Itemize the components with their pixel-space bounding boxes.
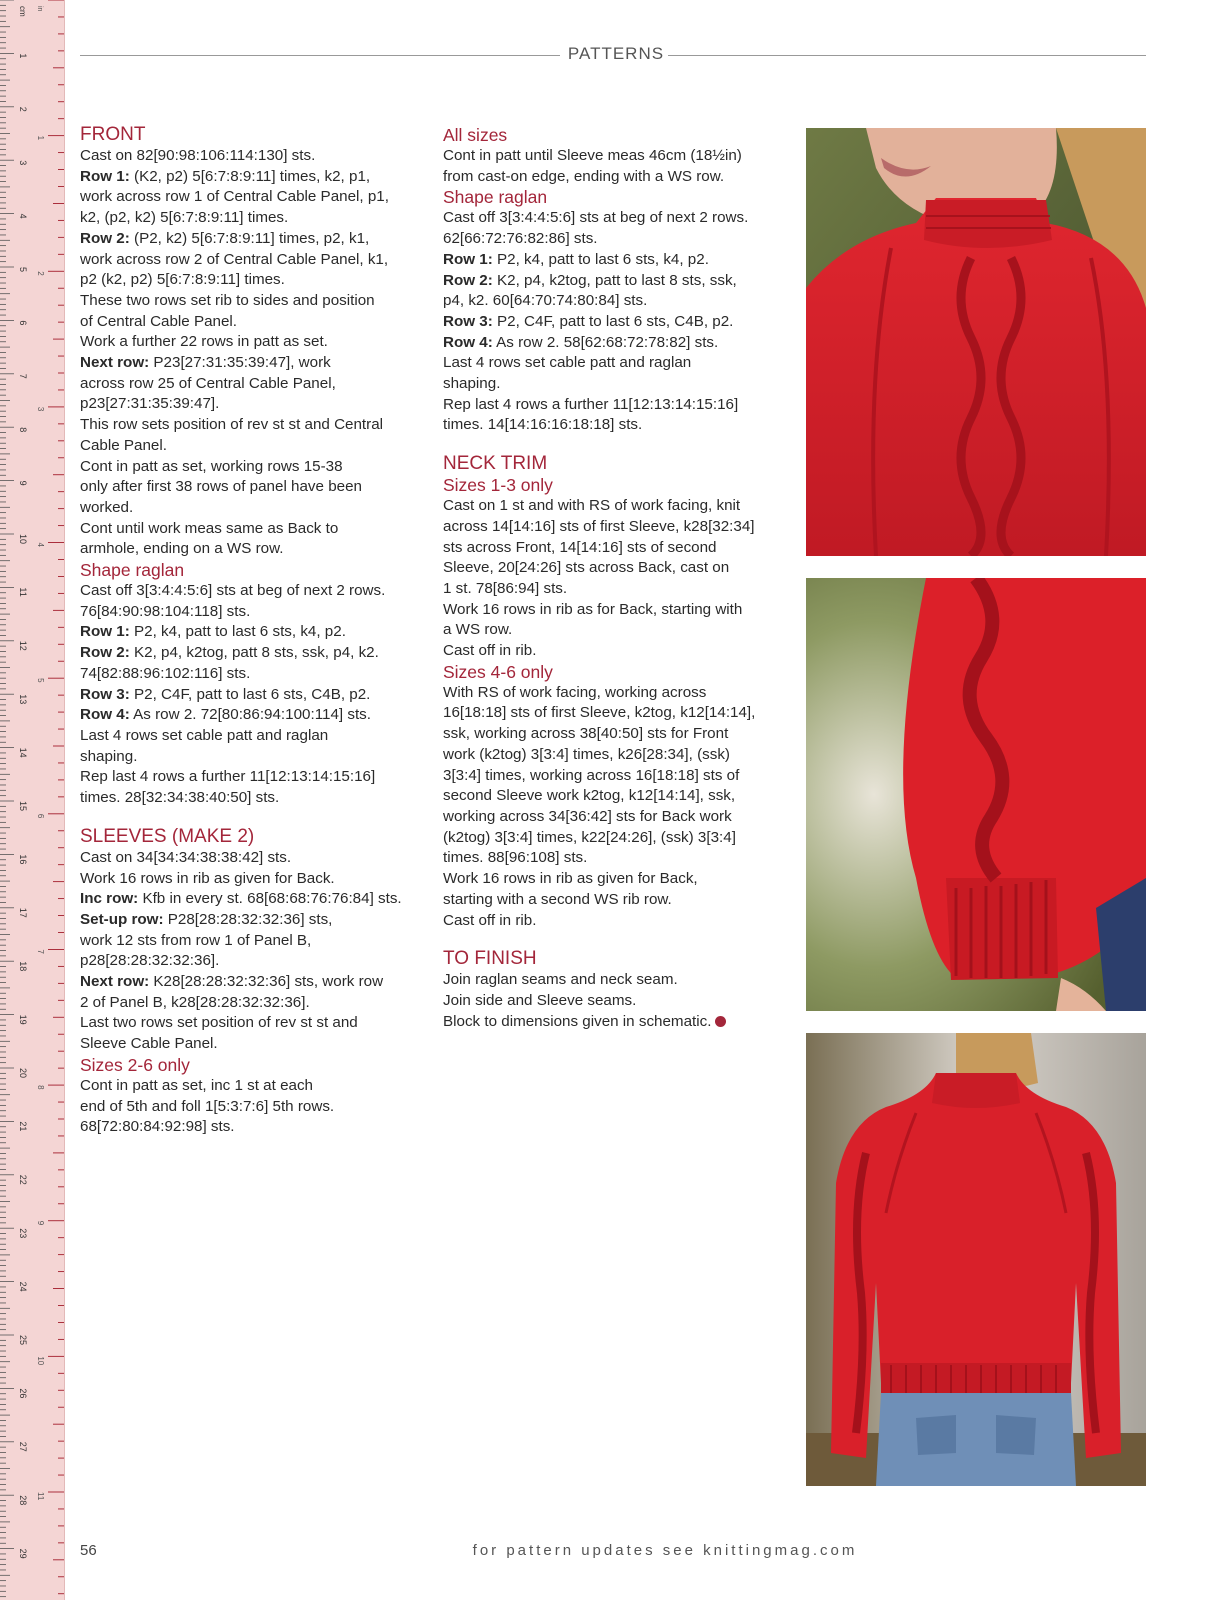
instruction-line xyxy=(80,747,424,768)
instruction-text: working across 34[36:42] sts for Back work xyxy=(443,807,732,825)
ruler-cm-number: 18 xyxy=(18,961,28,972)
ruler-cm-number: 12 xyxy=(18,640,28,651)
instruction-text: starting with a second WS rib row. xyxy=(443,890,672,908)
ruler-cm-number: 11 xyxy=(18,587,28,597)
ruler-cm-number: 19 xyxy=(18,1014,28,1025)
ruler-cm-label: cm xyxy=(18,6,27,17)
ruler-inch-number: 8 xyxy=(36,1085,45,1090)
instruction-text: Last 4 rows set cable patt and raglan xyxy=(443,354,692,372)
instruction-line xyxy=(80,270,424,291)
ruler-cm-number: 29 xyxy=(18,1548,28,1559)
instruction-text: work 12 sts from row 1 of Panel B, xyxy=(80,931,312,949)
instruction-text: p4, k2. 60[64:70:74:80:84] sts. xyxy=(443,292,648,310)
instruction-text: times. 14[14:16:16:18:18] sts. xyxy=(443,416,643,434)
instruction-line xyxy=(80,415,424,436)
row-label: Row 3: xyxy=(80,685,130,703)
instruction-line xyxy=(443,271,785,292)
ruler-inch-number: 6 xyxy=(36,813,45,819)
photo-sweater-back-view xyxy=(806,1033,1146,1486)
section-heading: NECK TRIM xyxy=(443,453,548,475)
instruction-line xyxy=(443,312,785,333)
instruction-text: work (k2tog) 3[3:4] times, k26[28:34], (ssk) xyxy=(443,745,730,763)
ruler-cm-number: 25 xyxy=(18,1335,28,1346)
ruler-cm-number: 9 xyxy=(18,480,28,486)
instruction-text: across 14[14:16] sts of first Sleeve, k28[32:34] xyxy=(443,517,755,535)
instruction-line xyxy=(80,767,424,788)
instruction-line xyxy=(80,931,424,952)
instruction-line xyxy=(80,889,424,910)
row-label: Set-up row: xyxy=(80,910,164,928)
instruction-text: armhole, ending on a WS row. xyxy=(80,540,284,558)
ruler-cm-number: 23 xyxy=(18,1228,28,1239)
row-label: Row 3: xyxy=(443,312,493,330)
ruler-cm-number: 4 xyxy=(18,213,28,219)
row-label: Row 2: xyxy=(80,644,130,662)
instruction-line xyxy=(80,250,424,271)
instruction-line xyxy=(80,664,424,685)
instruction-line xyxy=(80,374,424,395)
instruction-line xyxy=(80,951,424,972)
ruler-cm-number: 6 xyxy=(18,320,28,326)
instruction-line xyxy=(443,517,785,538)
instruction-text: Cast off in rib. xyxy=(443,911,537,929)
ruler-cm-number: 22 xyxy=(18,1174,28,1185)
instruction-line xyxy=(80,1076,424,1097)
subsection-heading: Sizes 2-6 only xyxy=(80,1054,190,1075)
instruction-line xyxy=(443,991,785,1012)
instruction-line xyxy=(443,353,785,374)
instruction-text: Last 4 rows set cable patt and raglan xyxy=(80,726,329,744)
instruction-line xyxy=(80,229,424,250)
instruction-text: only after first 38 rows of panel have been xyxy=(80,478,362,496)
instruction-text: ssk, working across 38[40:50] sts for Front xyxy=(443,725,729,743)
instruction-line xyxy=(80,519,424,540)
instruction-text: P23[27:31:35:39:47], work xyxy=(149,354,331,372)
instruction-text: Cast off in rib. xyxy=(443,642,537,660)
instruction-text: Work 16 rows in rib as given for Back, xyxy=(443,870,698,888)
instruction-text: second Sleeve work k2tog, k12[14:14], ssk, xyxy=(443,787,736,805)
instruction-line xyxy=(80,1117,424,1138)
instruction-text: P2, C4F, patt to last 6 sts, C4B, p2. xyxy=(492,312,734,330)
section-header: PATTERNS xyxy=(567,44,665,63)
instruction-line xyxy=(443,683,785,704)
instruction-line xyxy=(443,146,785,167)
instruction-text: P2, k4, patt to last 6 sts, k4, p2. xyxy=(129,623,346,641)
page-number: 56 xyxy=(80,1542,97,1559)
instruction-line xyxy=(80,910,424,931)
row-label: Row 2: xyxy=(443,271,493,289)
instruction-text: P2, k4, patt to last 6 sts, k4, p2. xyxy=(492,250,709,268)
ruler-inch-number: 5 xyxy=(36,678,45,683)
instruction-line xyxy=(443,496,785,517)
instruction-text: Join raglan seams and neck seam. xyxy=(443,971,678,989)
instruction-text: Sleeve Cable Panel. xyxy=(80,1035,218,1053)
instruction-line xyxy=(443,807,785,828)
instruction-line xyxy=(443,208,785,229)
instruction-line xyxy=(443,538,785,559)
ruler-cm-number: 28 xyxy=(18,1495,28,1506)
section-heading: All sizes xyxy=(443,125,508,145)
ruler-cm-number: 13 xyxy=(18,694,28,705)
row-label: Next row: xyxy=(80,973,150,991)
instruction-text: Join side and Sleeve seams. xyxy=(443,991,637,1009)
instruction-text: work across row 1 of Central Cable Panel, p1, xyxy=(80,188,389,206)
instruction-text: Cast off 3[3:4:4:5:6] sts at beg of next 2 rows. xyxy=(80,582,386,600)
instruction-text: k2, (p2, k2) 5[6:7:8:9:11] times. xyxy=(80,209,289,227)
header-rule-left xyxy=(80,55,560,56)
instruction-line xyxy=(443,890,785,911)
ruler-cm-number: 1 xyxy=(18,53,28,59)
instruction-line xyxy=(80,291,424,312)
instruction-line xyxy=(80,167,424,188)
subsection-heading: Shape raglan xyxy=(443,187,548,208)
instruction-text: These two rows set rib to sides and position xyxy=(80,291,375,309)
instruction-text: P28[28:28:32:32:36] sts, xyxy=(163,910,333,928)
section-heading: FRONT xyxy=(80,124,146,145)
instruction-line xyxy=(80,685,424,706)
instruction-line xyxy=(80,848,424,869)
instruction-line xyxy=(80,1097,424,1118)
instruction-text: work across row 2 of Central Cable Panel, k1, xyxy=(80,250,389,268)
instruction-text: 76[84:90:98:104:118] sts. xyxy=(80,602,251,620)
instruction-text: p28[28:28:32:32:36]. xyxy=(80,952,220,970)
instruction-line xyxy=(443,291,785,312)
ruler-cm-number: 20 xyxy=(18,1068,28,1079)
photo-sweater-front-closeup xyxy=(806,128,1146,556)
instruction-line xyxy=(80,539,424,560)
ruler-cm-number: 16 xyxy=(18,854,28,865)
row-label: Inc row: xyxy=(80,890,139,908)
instruction-text: Cable Panel. xyxy=(80,436,167,454)
instruction-line xyxy=(80,726,424,747)
instruction-text: Sleeve, 20[24:26] sts across Back, cast on xyxy=(443,559,730,577)
instruction-text: K2, p4, k2tog, patt 8 sts, ssk, p4, k2. xyxy=(129,644,379,662)
instruction-line xyxy=(443,229,785,250)
instruction-text: Rep last 4 rows a further 11[12:13:14:15:16] xyxy=(443,395,739,413)
instruction-line xyxy=(443,333,785,354)
photo-sleeve-cable-detail xyxy=(806,578,1146,1011)
instruction-text: Cast on 82[90:98:106:114:130] sts. xyxy=(80,147,316,164)
instruction-text: of Central Cable Panel. xyxy=(80,312,238,330)
instruction-line xyxy=(80,705,424,726)
instruction-text: a WS row. xyxy=(443,621,513,639)
instruction-text: 2 of Panel B, k28[28:28:32:32:36]. xyxy=(80,993,310,1011)
instruction-text: Rep last 4 rows a further 11[12:13:14:15:16] xyxy=(80,768,376,786)
ruler-cm-number: 10 xyxy=(18,534,28,545)
instruction-text: times. 88[96:108] sts. xyxy=(443,849,588,867)
instruction-line xyxy=(443,911,785,932)
row-label: Row 1: xyxy=(443,250,493,268)
instruction-text: from cast-on edge, ending with a WS row. xyxy=(443,167,725,185)
instruction-text: 3[3:4] times, working across 16[18:18] sts of xyxy=(443,766,740,784)
instruction-text: P2, C4F, patt to last 6 sts, C4B, p2. xyxy=(129,685,371,703)
instruction-line xyxy=(80,993,424,1014)
instruction-line xyxy=(443,869,785,890)
instruction-line xyxy=(80,1013,424,1034)
pattern-column-right xyxy=(443,124,785,1032)
ruler-cm-number: 17 xyxy=(18,907,28,918)
instruction-text: K2, p4, k2tog, patt to last 8 sts, ssk, xyxy=(492,271,737,289)
instruction-line xyxy=(80,477,424,498)
instruction-line xyxy=(443,250,785,271)
instruction-text: 16[18:18] sts of first Sleeve, k2tog, k12[14:14], xyxy=(443,704,756,722)
measuring-ruler xyxy=(0,0,65,1600)
ruler-inch-number: 1 xyxy=(36,135,45,141)
instruction-text: With RS of work facing, working across xyxy=(443,683,707,701)
instruction-text: worked. xyxy=(80,498,134,516)
instruction-text: p23[27:31:35:39:47]. xyxy=(80,395,220,413)
row-label: Row 1: xyxy=(80,623,130,641)
instruction-line xyxy=(443,579,785,600)
instruction-text: Cont in patt until Sleeve meas 46cm (18½in) xyxy=(443,147,742,164)
ruler-cm-number: 2 xyxy=(18,106,28,112)
instruction-text: K28[28:28:32:32:36] sts, work row xyxy=(149,973,384,991)
ruler-inch-number: 3 xyxy=(36,406,45,412)
ruler-cm-number: 3 xyxy=(18,160,28,166)
instruction-line xyxy=(80,622,424,643)
ruler-in-label: in xyxy=(36,6,43,12)
instruction-text: 74[82:88:96:102:116] sts. xyxy=(80,664,251,682)
instruction-line xyxy=(80,353,424,374)
instruction-line xyxy=(80,436,424,457)
instruction-text: Cast off 3[3:4:4:5:6] sts at beg of next 2 rows. xyxy=(443,209,749,227)
instruction-text: Last two rows set position of rev st st and xyxy=(80,1014,358,1032)
ruler-inch-number: 7 xyxy=(36,949,45,954)
instruction-line xyxy=(80,602,424,623)
instruction-line xyxy=(443,970,785,991)
subsection-heading: Shape raglan xyxy=(80,560,185,581)
instruction-line xyxy=(443,745,785,766)
instruction-text: times. 28[32:34:38:40:50] sts. xyxy=(80,789,280,807)
instruction-text: Block to dimensions given in schematic. xyxy=(443,1012,712,1030)
subsection-heading: Sizes 4-6 only xyxy=(443,661,553,682)
ruler-cm-number: 24 xyxy=(18,1281,28,1292)
instruction-text: Cont in patt as set, inc 1 st at each xyxy=(80,1076,314,1094)
instruction-line xyxy=(80,643,424,664)
header-rule-right xyxy=(668,55,1146,56)
ruler-ticks xyxy=(0,0,64,1600)
ruler-inch-number: 11 xyxy=(36,1491,45,1501)
instruction-line xyxy=(443,395,785,416)
instruction-text: 62[66:72:76:82:86] sts. xyxy=(443,230,598,248)
instruction-line xyxy=(80,788,424,809)
ruler-cm-number: 21 xyxy=(18,1121,28,1132)
instruction-text: Cont in patt as set, working rows 15-38 xyxy=(80,457,343,475)
ruler-inch-number: 4 xyxy=(36,542,45,547)
ruler-inch-number: 2 xyxy=(36,271,45,276)
ruler-cm-number: 8 xyxy=(18,427,28,433)
instruction-text: Work 16 rows in rib as for Back, starting with xyxy=(443,600,743,618)
instruction-line xyxy=(443,415,785,436)
end-marker-dot xyxy=(715,1016,726,1027)
instruction-line xyxy=(80,208,424,229)
instruction-line xyxy=(443,786,785,807)
instruction-text: 1 st. 78[86:94] sts. xyxy=(443,579,568,597)
instruction-line xyxy=(80,498,424,519)
instruction-line xyxy=(443,828,785,849)
row-label: Row 2: xyxy=(80,229,130,247)
row-label: Row 4: xyxy=(80,706,130,724)
instruction-text: Work 16 rows in rib as given for Back. xyxy=(80,869,335,887)
instruction-line xyxy=(443,1012,785,1033)
row-label: Next row: xyxy=(80,354,150,372)
instruction-text: p2 (k2, p2) 5[6:7:8:9:11] times. xyxy=(80,271,285,289)
instruction-line xyxy=(80,187,424,208)
ruler-cm-number: 5 xyxy=(18,267,28,273)
section-heading: TO FINISH xyxy=(443,948,537,970)
instruction-line xyxy=(443,766,785,787)
instruction-text: 68[72:80:84:92:98] sts. xyxy=(80,1118,235,1136)
instruction-line xyxy=(443,374,785,395)
instruction-line xyxy=(443,558,785,579)
instruction-text: As row 2. 58[62:68:72:78:82] sts. xyxy=(492,333,719,351)
instruction-line xyxy=(443,620,785,641)
instruction-text: shaping. xyxy=(443,375,501,393)
instruction-line xyxy=(443,724,785,745)
ruler-inch-number: 9 xyxy=(36,1220,45,1226)
instruction-line xyxy=(80,1034,424,1055)
ruler-cm-number: 27 xyxy=(18,1441,28,1452)
instruction-line xyxy=(80,972,424,993)
instruction-text: end of 5th and foll 1[5:3:7:6] 5th rows. xyxy=(80,1097,335,1115)
instruction-line xyxy=(80,394,424,415)
section-heading: SLEEVES (MAKE 2) xyxy=(80,825,255,847)
instruction-line xyxy=(443,641,785,662)
instruction-line xyxy=(80,869,424,890)
instruction-text: Cast on 1 st and with RS of work facing, knit xyxy=(443,497,741,515)
instruction-line xyxy=(443,703,785,724)
pattern-column-left xyxy=(80,124,424,1138)
instruction-line xyxy=(80,332,424,353)
instruction-text: Cast on 34[34:34:38:38:42] sts. xyxy=(80,848,292,866)
instruction-text: (K2, p2) 5[6:7:8:9:11] times, k2, p1, xyxy=(129,167,371,185)
row-label: Row 1: xyxy=(80,167,130,185)
row-label: Row 4: xyxy=(443,333,493,351)
instruction-text: across row 25 of Central Cable Panel, xyxy=(80,374,336,392)
instruction-line xyxy=(80,146,424,167)
instruction-line xyxy=(443,600,785,621)
instruction-text: sts across Front, 14[14:16] sts of second xyxy=(443,538,717,556)
ruler-inch-number: 10 xyxy=(36,1356,45,1366)
instruction-text: (P2, k2) 5[6:7:8:9:11] times, p2, k1, xyxy=(129,229,370,247)
instruction-text: As row 2. 72[80:86:94:100:114] sts. xyxy=(129,706,371,724)
instruction-line xyxy=(443,848,785,869)
instruction-text: Kfb in every st. 68[68:68:76:76:84] sts. xyxy=(138,890,402,908)
ruler-cm-number: 26 xyxy=(18,1388,28,1399)
instruction-line xyxy=(80,457,424,478)
instruction-line xyxy=(80,312,424,333)
footer-url-note: for pattern updates see knittingmag.com xyxy=(472,1542,858,1559)
instruction-text: This row sets position of rev st st and Central xyxy=(80,416,384,434)
subsection-heading: Sizes 1-3 only xyxy=(443,475,553,496)
instruction-text: shaping. xyxy=(80,747,138,765)
instruction-line xyxy=(443,167,785,188)
instruction-text: (k2tog) 3[3:4] times, k22[24:26], (ssk) 3[3:4] xyxy=(443,828,736,846)
ruler-cm-number: 7 xyxy=(18,373,28,379)
instruction-text: Cont until work meas same as Back to xyxy=(80,519,339,537)
ruler-cm-number: 15 xyxy=(18,801,28,812)
instruction-text: Work a further 22 rows in patt as set. xyxy=(80,333,328,351)
ruler-cm-number: 14 xyxy=(18,747,28,758)
instruction-line xyxy=(80,581,424,602)
